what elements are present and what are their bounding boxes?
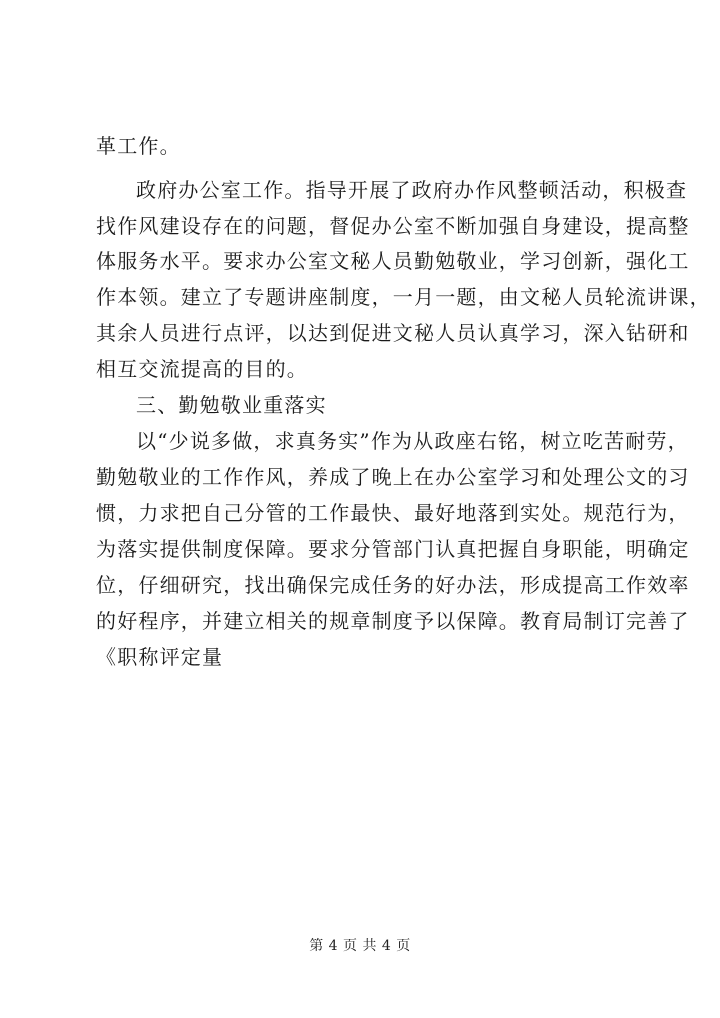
paragraph-line: 政府办公室工作。指导开展了政府办作风整顿活动，积极查 bbox=[136, 178, 688, 202]
paragraph-line: 革工作。 bbox=[96, 134, 181, 158]
paragraph-line: 的好程序，并建立相关的规章制度予以保障。教育局制订完善了 bbox=[96, 609, 690, 633]
section-heading: 三、勤勉敬业重落实 bbox=[136, 393, 327, 417]
paragraph-line: 为落实提供制度保障。要求分管部门认真把握自身职能，明确定 bbox=[96, 537, 690, 561]
paragraph-line: 惯，力求把自己分管的工作最快、最好地落到实处。规范行为， bbox=[96, 501, 690, 525]
paragraph-line: 其余人员进行点评，以达到促进文秘人员认真学习，深入钻研和 bbox=[96, 321, 690, 345]
paragraph-line: 找作风建设存在的问题，督促办公室不断加强自身建设，提高整 bbox=[96, 214, 690, 238]
paragraph-line: 相互交流提高的目的。 bbox=[96, 357, 308, 381]
paragraph-line: 《职称评定量 bbox=[96, 645, 224, 669]
paragraph-line: 作本领。建立了专题讲座制度，一月一题，由文秘人员轮流讲课， bbox=[96, 285, 711, 309]
page-number-footer: 第 4 页 共 4 页 bbox=[309, 938, 411, 954]
paragraph-line: 勤勉敬业的工作作风，养成了晚上在办公室学习和处理公文的习 bbox=[96, 465, 690, 489]
paragraph-line: 以“少说多做，求真务实”作为从政座右铭，树立吃苦耐劳， bbox=[136, 429, 689, 453]
paragraph-line: 体服务水平。要求办公室文秘人员勤勉敬业，学习创新，强化工 bbox=[96, 249, 690, 273]
paragraph-line: 位，仔细研究，找出确保完成任务的好办法，形成提高工作效率 bbox=[96, 573, 690, 597]
